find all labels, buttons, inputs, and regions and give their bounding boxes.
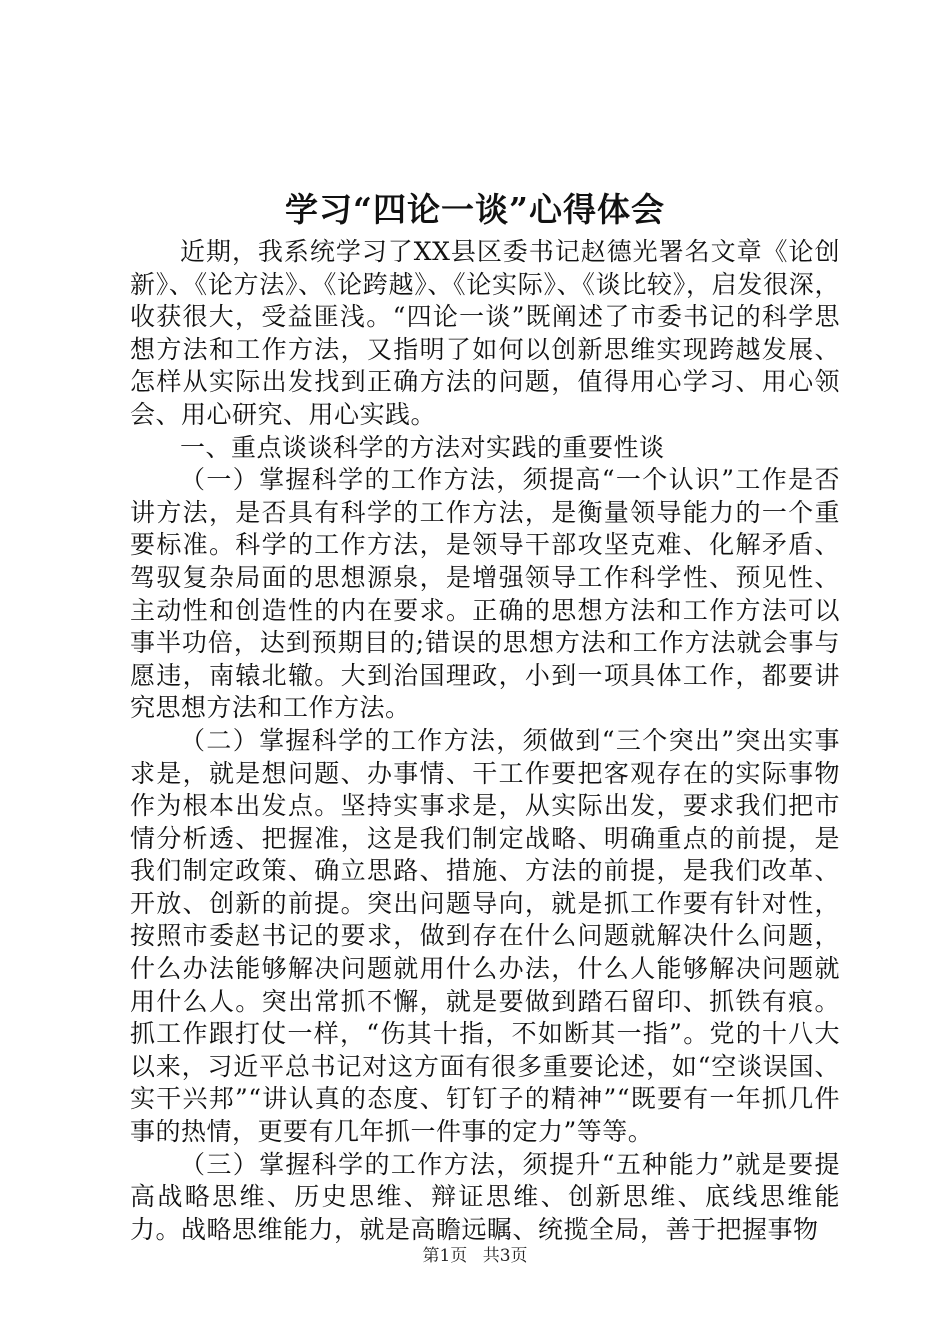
paragraph-point-1: （一）掌握科学的工作方法，须提高“一个认识”工作是否讲方法，是否具有科学的工作方法，是衡量领导能力的一个重要标准。科学的工作方法，是领导干部攻坚克难、化解矛盾、驾驭复杂局面的思想源泉，是增强领导工作科学性、预见性、主动性和创造性的内在要求。正确的思想方法和工作方法可以事半功倍，达到预期目的;错误的思想方法和工作方法就会事与愿违，南辕北辙。大到治国理政，小到一项具体工作，都要讲究思想方法和工作方法。 <box>130 465 840 723</box>
paragraph-point-3: （三）掌握科学的工作方法，须提升“五种能力”就是要提高战略思维、历史思维、辩证思维、创新思维、底线思维能力。战略思维能力，就是高瞻远瞩、统揽全局，善于把握事物 <box>130 1149 840 1244</box>
paragraph-intro: 近期，我系统学习了XX县区委书记赵德光署名文章《论创新》、《论方法》、《论跨越》、《论实际》、《谈比较》，启发很深，收获很大，受益匪浅。“四论一谈”既阐述了市委书记的科学思想方法和工作方法，又指明了如何以创新思维实现跨越发展、怎样从实际出发找到正确方法的问题，值得用心学习、用心领会、用心研究、用心实践。 <box>130 237 840 429</box>
paragraph-point-2: （二）掌握科学的工作方法，须做到“三个突出”突出实事求是，就是想问题、办事情、干工作要把客观存在的实际事物作为根本出发点。坚持实事求是，从实际出发，要求我们把市情分析透、把握准，这是我们制定战略、明确重点的前提，是我们制定政策、确立思路、措施、方法的前提，是我们改革、开放、创新的前提。突出问题导向，就是抓工作要有针对性，按照市委赵书记的要求，做到存在什么问题就解决什么问题，什么办法能够解决问题就用什么办法，什么人能够解决问题就用什么人。突出常抓不懈，就是要做到踏石留印、抓铁有痕。抓工作跟打仗一样，“伤其十指，不如断其一指”。党的十八大以来，习近平总书记对这方面有很多重要论述，如“空谈误国、实干兴邦”“讲认真的态度、钉钉子的精神”“既要有一年抓几件事的热情，更要有几年抓一件事的定力”等等。 <box>130 725 840 1147</box>
document-title: 学习“四论一谈”心得体会 <box>285 190 665 229</box>
page-footer <box>0 1244 950 1268</box>
document-body <box>130 236 840 1246</box>
page-total: 共3页 <box>482 1246 528 1266</box>
page-number: 第1页 <box>422 1246 468 1266</box>
section-heading-1: 一、重点谈谈科学的方法对实践的重要性谈 <box>180 432 665 462</box>
